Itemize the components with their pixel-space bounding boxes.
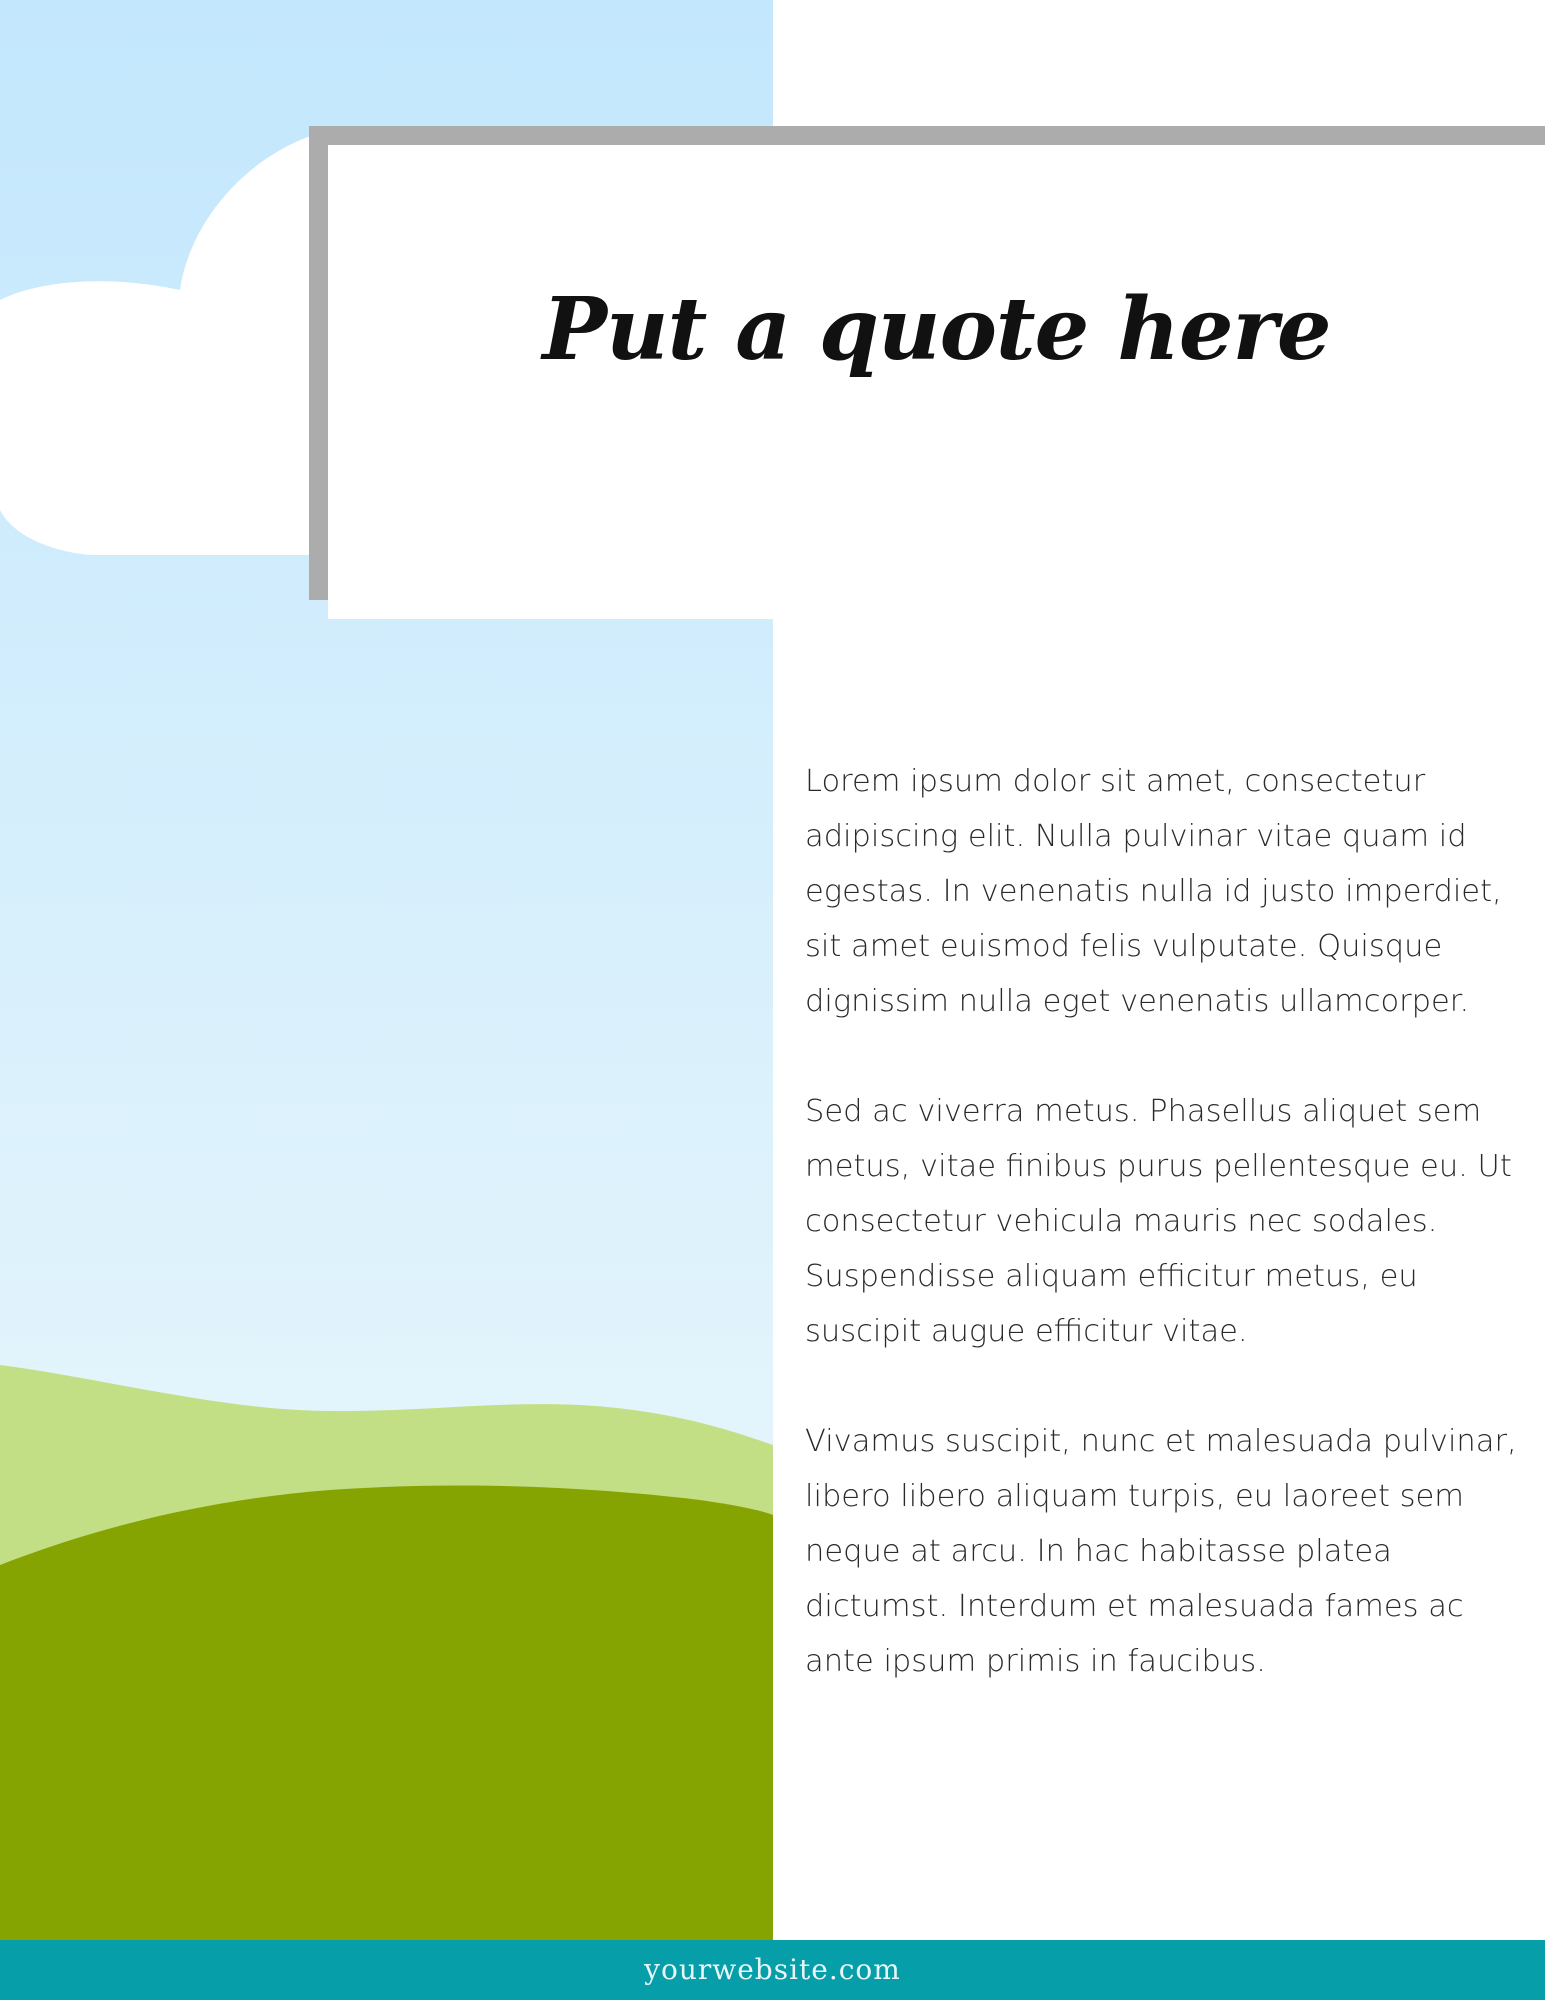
body-text — [805, 754, 1525, 1744]
paragraph-3: Vivamus suscipit, nunc et malesuada pulvinar, libero libero aliquam turpis, eu laoreet sem neque at arcu. In hac habitasse platea dictumst. Interdum et malesuada fames ac ante ipsum primis in faucibus. — [805, 1424, 1517, 1679]
paragraph-1: Lorem ipsum dolor sit amet, consectetur adipiscing elit. Nulla pulvinar vitae quam id egestas. In venenatis nulla id justo imperdiet, sit amet euismod felis vulputate. Quisque dignissim nulla eget venenatis ullamcorper. — [805, 764, 1502, 1019]
paragraph-2: Sed ac viverra metus. Phasellus aliquet sem metus, vitae finibus purus pellentesque eu. Ut consectetur vehicula mauris nec sodales. Suspendisse aliquam efficitur metus, eu suscipit augue efficitur vitae. — [805, 1094, 1512, 1349]
footer-bar — [0, 1940, 1545, 2000]
quote-heading: Put a quote here — [542, 279, 1331, 380]
hill-dark — [0, 1485, 773, 1940]
website-link[interactable]: yourwebsite.com — [644, 1953, 901, 1986]
